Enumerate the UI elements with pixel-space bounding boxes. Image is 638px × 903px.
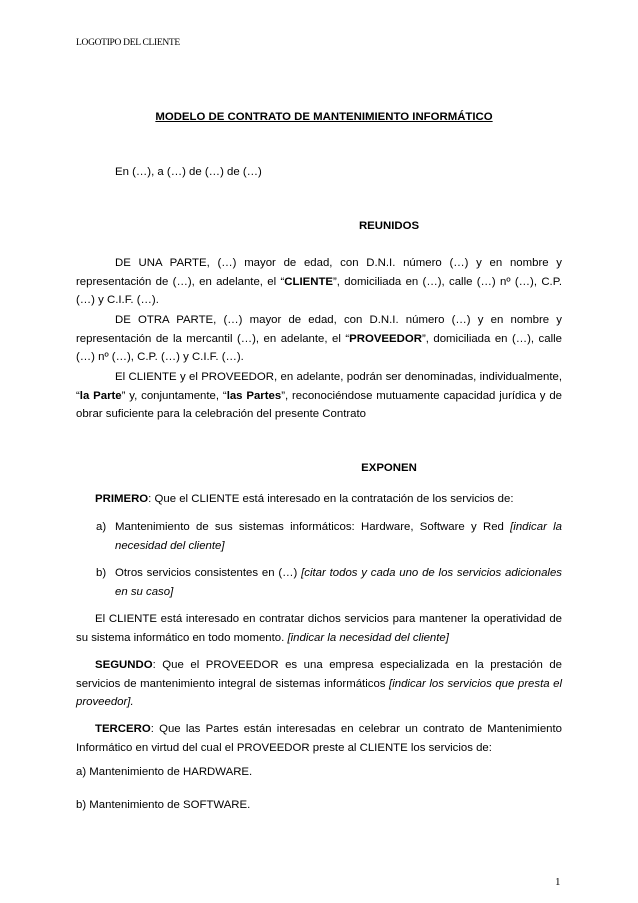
place-date-line: En (…), a (…) de (…) de (…) — [115, 166, 262, 178]
tercero-text: : Que las Partes están interesadas en celebrar un contrato de Mantenimiento Informático en virtud del cual el PROVEEDOR preste al CLIENTE los servicios de: — [76, 723, 562, 754]
tercero-label: TERCERO — [95, 723, 151, 735]
primero-text: : Que el CLIENTE está interesado en la contratación de los servicios de: — [148, 493, 514, 505]
proveedor-intro-text: DE OTRA PARTE, (…) mayor de edad, con D.N.I. número (…) y en nombre y representación de la mercantil (…), en adelante, el “ — [76, 314, 562, 345]
cliente-interest-paragraph — [76, 610, 562, 647]
list-item-a — [96, 518, 562, 555]
reunidos-heading: REUNIDOS — [358, 220, 420, 232]
primero-label: PRIMERO — [95, 493, 149, 505]
cliente-term: CLIENTE — [284, 275, 333, 288]
partes-intro-text: El CLIENTE y el PROVEEDOR, en adelante, podrán ser denominadas, individualmente, “ — [76, 371, 562, 402]
primero-paragraph — [76, 490, 562, 509]
proveedor-details-text: ”, domiciliada en (…), calle (…) nº (…), C.P. (…) y C.I.F. (…). — [76, 332, 562, 364]
cliente-interest-note: [indicar la necesidad del cliente] — [287, 631, 449, 644]
cliente-interest-text: El CLIENTE está interesado en contratar dichos servicios para mantener la operatividad de su sistema informático en todo momento. — [76, 613, 562, 644]
la-parte-term: la Parte — [79, 389, 122, 402]
item-b-text: Otros servicios consistentes en (…) — [115, 567, 302, 579]
reunidos-cliente-paragraph — [76, 254, 562, 310]
item-a-note: [indicar la necesidad del cliente] — [115, 521, 562, 552]
partes-end-text: ”, reconociéndose mutuamente capacidad jurídica y de obrar suficiente para la celebración del presente Contrato — [76, 389, 563, 421]
partes-mid-text: ” y, conjuntamente, “ — [121, 389, 227, 402]
proveedor-term: PROVEEDOR — [349, 332, 422, 345]
hardware-service-line: a) Mantenimiento de HARDWARE. — [76, 766, 253, 778]
software-service-line: b) Mantenimiento de SOFTWARE. — [76, 799, 251, 811]
segundo-label: SEGUNDO — [95, 659, 153, 671]
document-title: MODELO DE CONTRATO DE MANTENIMIENTO INFORMÁTICO — [155, 111, 493, 123]
reunidos-proveedor-paragraph — [76, 311, 562, 367]
segundo-note: [indicar los servicios que presta el proveedor]. — [76, 677, 563, 709]
list-item-b — [96, 564, 562, 601]
cliente-details-text: ”, domiciliada en (…), calle (…) nº (…), C.P. (…) y C.I.F. (…). — [76, 275, 562, 307]
client-logo-placeholder: LOGOTIPO DEL CLIENTE — [76, 38, 180, 48]
cliente-intro-text: DE UNA PARTE, (…) mayor de edad, con D.N.I. número (…) y en nombre y representación de (…), en adelante, el “ — [76, 257, 562, 288]
page-number: 1 — [555, 876, 561, 888]
list-marker-b: b) — [96, 567, 107, 579]
segundo-paragraph — [76, 656, 562, 712]
exponen-heading: EXPONEN — [361, 462, 417, 474]
reunidos-partes-paragraph — [76, 368, 562, 424]
list-marker-a: a) — [96, 521, 107, 533]
item-b-note: [citar todos y cada uno de los servicios adicionales en su caso] — [115, 567, 562, 598]
segundo-text: : Que el PROVEEDOR es una empresa especializada en la prestación de servicios de mantenimiento integral de sistemas informáticos — [76, 659, 562, 690]
las-partes-term: las Partes — [226, 389, 282, 402]
item-a-text: Mantenimiento de sus sistemas informáticos: Hardware, Software y Red — [115, 521, 511, 533]
tercero-paragraph — [76, 720, 562, 757]
